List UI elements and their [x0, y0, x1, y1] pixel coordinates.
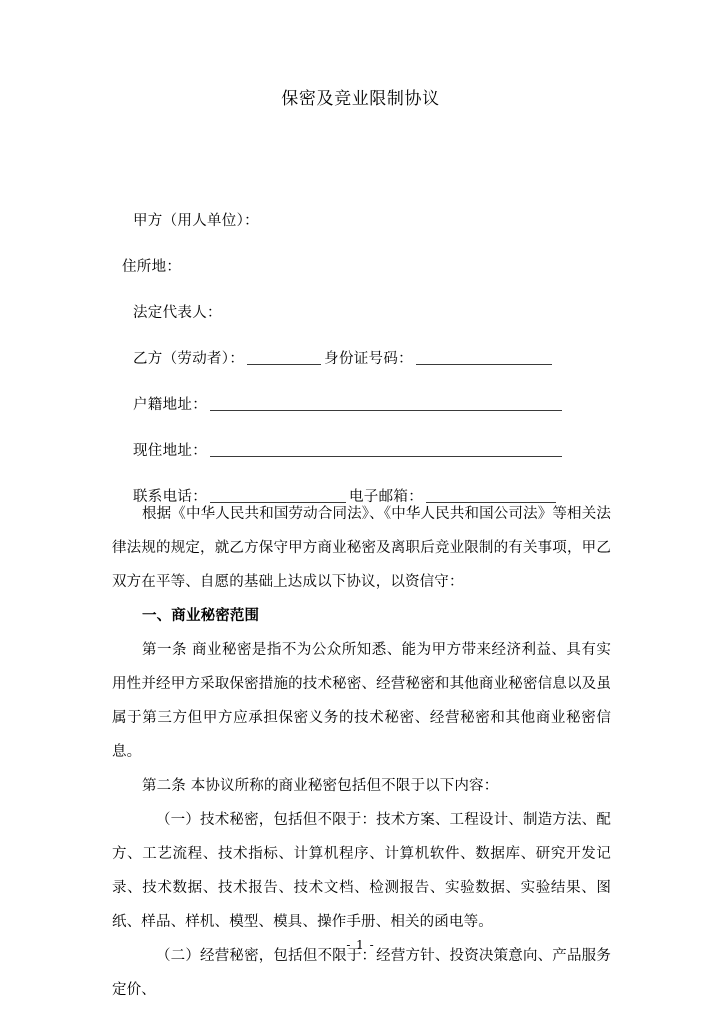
preamble-paragraph: 根据《中华人民共和国劳动合同法》、《中华人民共和国公司法》等相关法律法规的规定，就乙方保守甲方商业秘密及离职后竞业限制的有关事项，甲乙双方在平等、自愿的基础上达成以下协议，以资信守： — [112, 506, 611, 590]
employer-address-row — [0, 244, 721, 290]
employer-address-label: 住所地： — [122, 259, 182, 275]
legal-representative-row — [0, 290, 721, 336]
employee-row — [0, 336, 721, 382]
phone-label: 联系电话： — [133, 489, 207, 505]
article-2-item-2: （二）经营秘密，包括但不限于：经营方针、投资决策意向、产品服务定价、 — [112, 948, 611, 998]
email-label: 电子邮箱： — [349, 489, 423, 505]
employee-name-fill-field[interactable] — [247, 350, 321, 365]
page-number-footer: - 1 - — [346, 938, 375, 952]
article-2-paragraph: 第二条 本协议所称的商业秘密包括但不限于以下内容： — [142, 778, 499, 794]
employer-row — [0, 198, 721, 244]
household-address-row — [0, 382, 721, 428]
employer-label: 甲方（用人单位）： — [133, 213, 259, 229]
agreement-body — [112, 497, 611, 1007]
page-title: 保密及竞业限制协议 — [281, 89, 440, 109]
article-1-paragraph: 第一条 商业秘密是指不为公众所知悉、能为甲方带来经济利益、具有实用性并经甲方采取保密措施的技术秘密、经营秘密和其他商业秘密信息以及虽属于第三方但甲方应承担保密义务的技术秘密、经营秘密和其他商业秘密信息。 — [112, 642, 611, 760]
current-address-row — [0, 428, 721, 474]
legal-representative-label: 法定代表人： — [133, 305, 222, 321]
household-address-fill-field[interactable] — [210, 396, 562, 411]
section-heading-1: 一、商业秘密范围 — [142, 607, 260, 624]
current-address-label: 现住地址： — [133, 443, 207, 459]
current-address-fill-field[interactable] — [210, 442, 562, 457]
id-number-label: 身份证号码： — [324, 351, 413, 367]
id-number-fill-field[interactable] — [416, 350, 552, 365]
household-address-label: 户籍地址： — [133, 397, 207, 413]
party-information-block — [0, 198, 721, 520]
article-2-item-1: （一）技术秘密，包括但不限于：技术方案、工程设计、制造方法、配方、工艺流程、技术指标、计算机程序、计算机软件、数据库、研究开发记录、技术数据、技术报告、技术文档、检测报告、实验数据、实验结果、图纸、样品、样机、模型、模具、操作手册、相关的函电等。 — [112, 812, 611, 930]
employee-label: 乙方（劳动者）： — [133, 351, 245, 367]
